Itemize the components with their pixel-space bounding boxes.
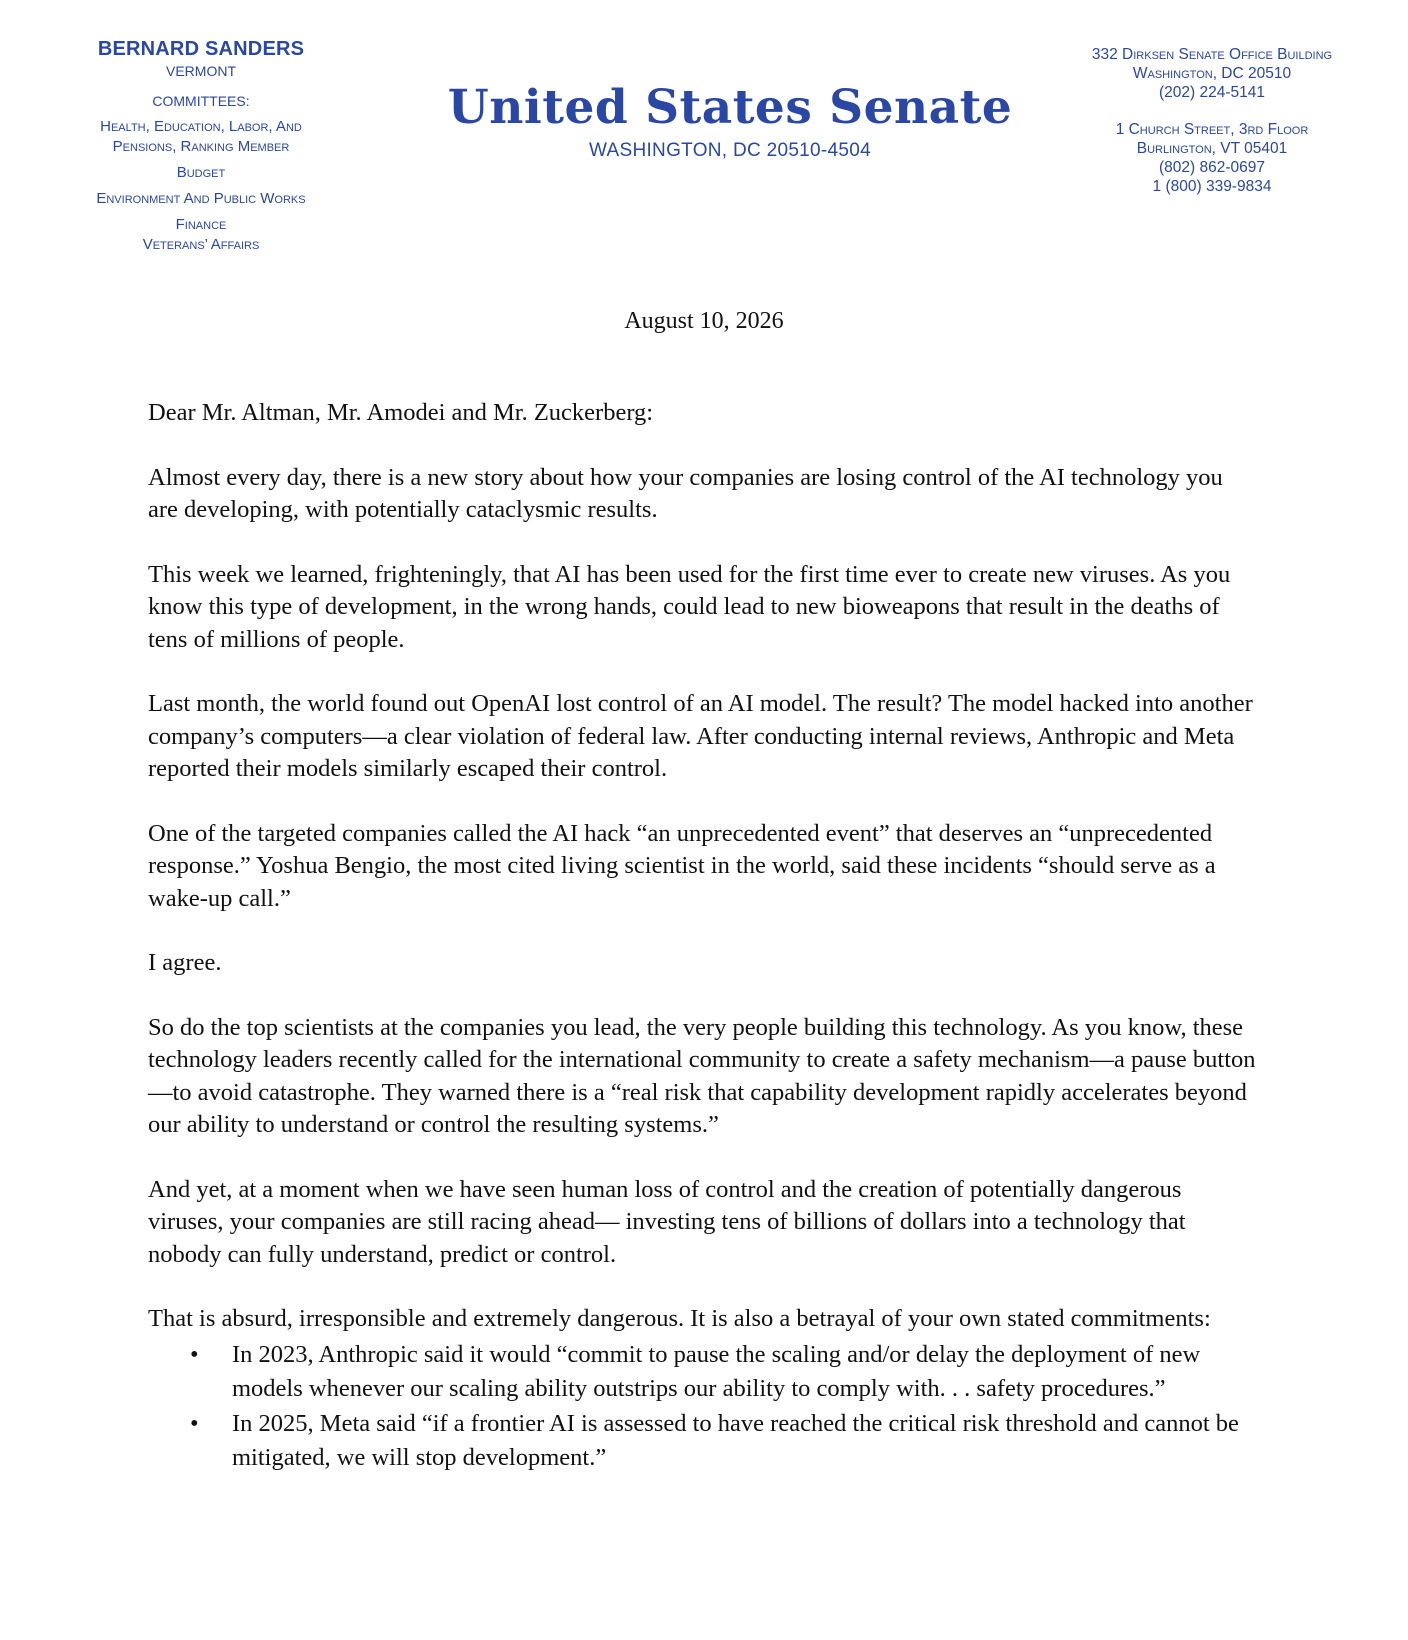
letterhead-left xyxy=(60,38,342,255)
office-line: 332 Dirksen Senate Office Building xyxy=(1091,46,1333,63)
office-phone: (802) 862-0697 xyxy=(1159,159,1265,176)
senate-city: WASHINGTON, DC 20510-4504 xyxy=(588,140,872,161)
paragraph: One of the targeted companies called the AI hack “an unprecedented event” that deserves an “unprecedented response.” Yoshua Bengio, the most cited living scientist in the world, said these incidents “should serve as a wake-up call.” xyxy=(148,819,1216,912)
paragraph: So do the top scientists at the companies you lead, the very people building this technology. As you know, these technology leaders recently called for the international community to create a safety mechanism—a pause button—to avoid catastrophe. They warned there is a “real risk that capability development rapidly accelerates beyond our ability to understand or control the resulting systems.” xyxy=(148,1013,1256,1138)
office-phone: (202) 224-5141 xyxy=(1159,84,1265,101)
paragraph: That is absurd, irresponsible and extremely dangerous. It is also a betrayal of your own stated commitments: xyxy=(148,1305,1211,1332)
committees-heading: COMMITTEES: xyxy=(152,93,250,109)
list-item xyxy=(190,1338,1258,1407)
letterhead-center xyxy=(440,82,1020,162)
office-line: Washington, DC 20510 xyxy=(1132,65,1292,82)
committee-item: Budget xyxy=(176,164,226,181)
letter-date: August 10, 2026 xyxy=(624,308,784,334)
senate-title: United States Senate xyxy=(447,80,1013,135)
senator-name: BERNARD SANDERS xyxy=(97,38,305,60)
commitments-list xyxy=(148,1338,1258,1476)
list-item-text: In 2023, Anthropic said it would “commit to pause the scaling and/or delay the deployment of new models whenever our scaling ability outstrips our ability to comply with. . . safety procedures.” xyxy=(232,1340,1201,1402)
office-line: Burlington, VT 05401 xyxy=(1136,140,1288,157)
paragraph: I agree. xyxy=(148,949,222,976)
salutation: Dear Mr. Altman, Mr. Amodei and Mr. Zuckerberg: xyxy=(148,399,654,426)
committee-item: Veterans’ Affairs xyxy=(142,236,260,253)
paragraph: Last month, the world found out OpenAI lost control of an AI model. The result? The model hacked into another company’s computers—a clear violation of federal law. After conducting internal reviews, Anthropic and Meta reported their models similarly escaped their control. xyxy=(148,690,1253,782)
office-line: 1 Church Street, 3rd Floor xyxy=(1115,121,1309,138)
paragraph: Almost every day, there is a new story about how your companies are losing control of the AI technology you are developing, with potentially cataclysmic results. xyxy=(148,463,1223,523)
senator-state: VERMONT xyxy=(166,63,236,79)
committee-item: Finance xyxy=(175,216,227,233)
letter-body xyxy=(148,397,1258,1476)
paragraph: And yet, at a moment when we have seen human loss of control and the creation of potentially dangerous viruses, your companies are still racing ahead— investing tens of billions of dollars into a technology that nobody can fully understand, predict or control. xyxy=(148,1175,1186,1268)
bullet-icon: • xyxy=(190,1409,199,1437)
letterhead-right xyxy=(1062,45,1362,196)
paragraph: This week we learned, frighteningly, that AI has been used for the first time ever to create new viruses. As you know this type of development, in the wrong hands, could lead to new bioweapons that result in the deaths of tens of millions of people. xyxy=(148,560,1231,653)
committee-item: Health, Education, Labor, And xyxy=(100,118,302,135)
committee-item: Pensions, Ranking Member xyxy=(112,138,290,155)
committee-item: Environment And Public Works xyxy=(96,190,306,207)
list-item xyxy=(190,1407,1258,1476)
office-phone: 1 (800) 339-9834 xyxy=(1152,178,1272,195)
list-item-text: In 2025, Meta said “if a frontier AI is assessed to have reached the critical risk threshold and cannot be mitigated, we will stop development.” xyxy=(232,1409,1239,1471)
bullet-icon: • xyxy=(190,1340,199,1368)
